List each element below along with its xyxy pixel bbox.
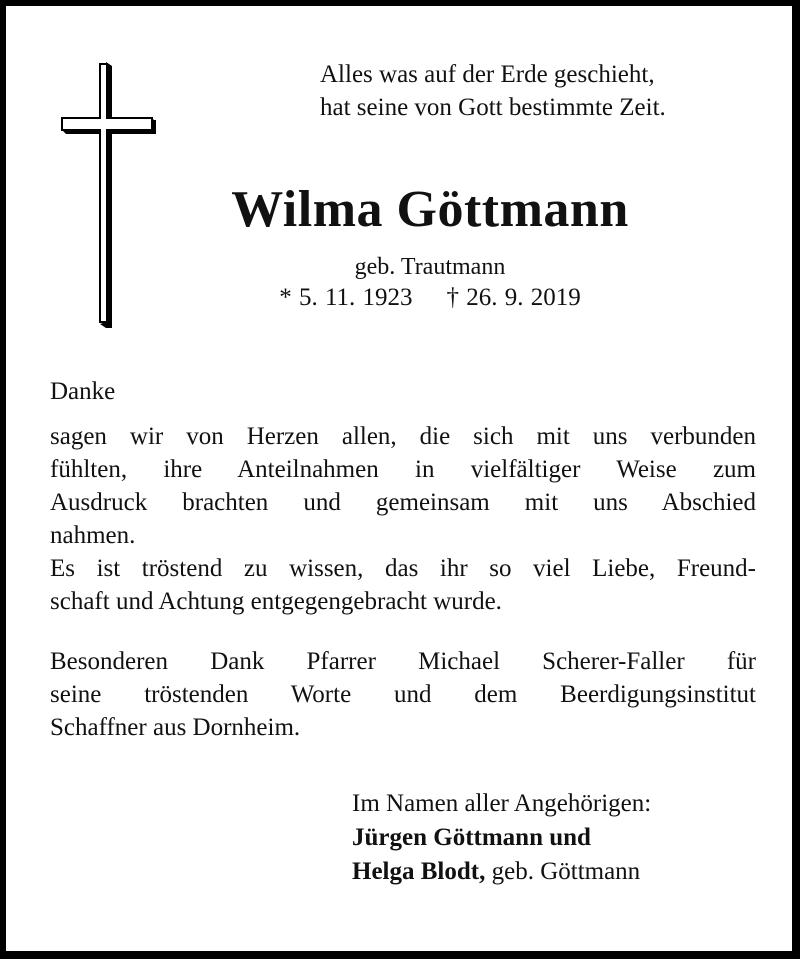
special-thanks-paragraph	[50, 645, 756, 744]
deceased-name: Wilma Göttmann	[231, 181, 629, 238]
latin-cross-icon	[60, 62, 160, 328]
thanks-paragraph	[50, 420, 756, 618]
paragraph-line: Es ist tröstend zu wissen, das ihr so viel Liebe, Freund-	[50, 555, 756, 582]
paragraph-line: fühlten, ihre Anteilnahmen in vielfältiger Weise zum	[50, 456, 756, 483]
motto-verse	[320, 58, 760, 124]
signatory-1: Jürgen Göttmann und	[352, 824, 591, 851]
motto-line-1: Alles was auf der Erde geschieht,	[320, 61, 655, 88]
death-date: 26. 9. 2019	[466, 284, 581, 311]
signatory-2-name: Helga Blodt,	[352, 858, 486, 885]
paragraph-line: sagen wir von Herzen allen, die sich mit uns verbunden	[50, 423, 756, 450]
signatory-2-maiden: geb. Göttmann	[485, 858, 641, 885]
birth-date: 5. 11. 1923	[298, 284, 413, 311]
birth-star-icon: *	[279, 284, 292, 311]
motto-line-2: hat seine von Gott bestimmte Zeit.	[320, 94, 666, 121]
paragraph-line: Schaffner aus Dornheim.	[50, 714, 301, 741]
paragraph-line: seine tröstenden Worte und dem Beerdigungsinstitut	[50, 681, 756, 708]
signature-block	[352, 787, 772, 889]
maiden-name: geb. Trautmann	[354, 254, 506, 280]
paragraph-line: schaft und Achtung entgegengebracht wurde.	[50, 588, 502, 615]
thanks-opening: Danke	[50, 378, 116, 405]
paragraph-line: Ausdruck brachten und gemeinsam mit uns Abschied	[50, 489, 756, 516]
paragraph-line: nahmen.	[50, 522, 136, 549]
life-dates	[200, 282, 660, 314]
dagger-icon: †	[446, 284, 460, 311]
signatory-2	[352, 855, 772, 889]
signature-intro: Im Namen aller Angehörigen:	[352, 790, 652, 817]
paragraph-line: Besonderen Dank Pfarrer Michael Scherer-Faller für	[50, 648, 756, 675]
